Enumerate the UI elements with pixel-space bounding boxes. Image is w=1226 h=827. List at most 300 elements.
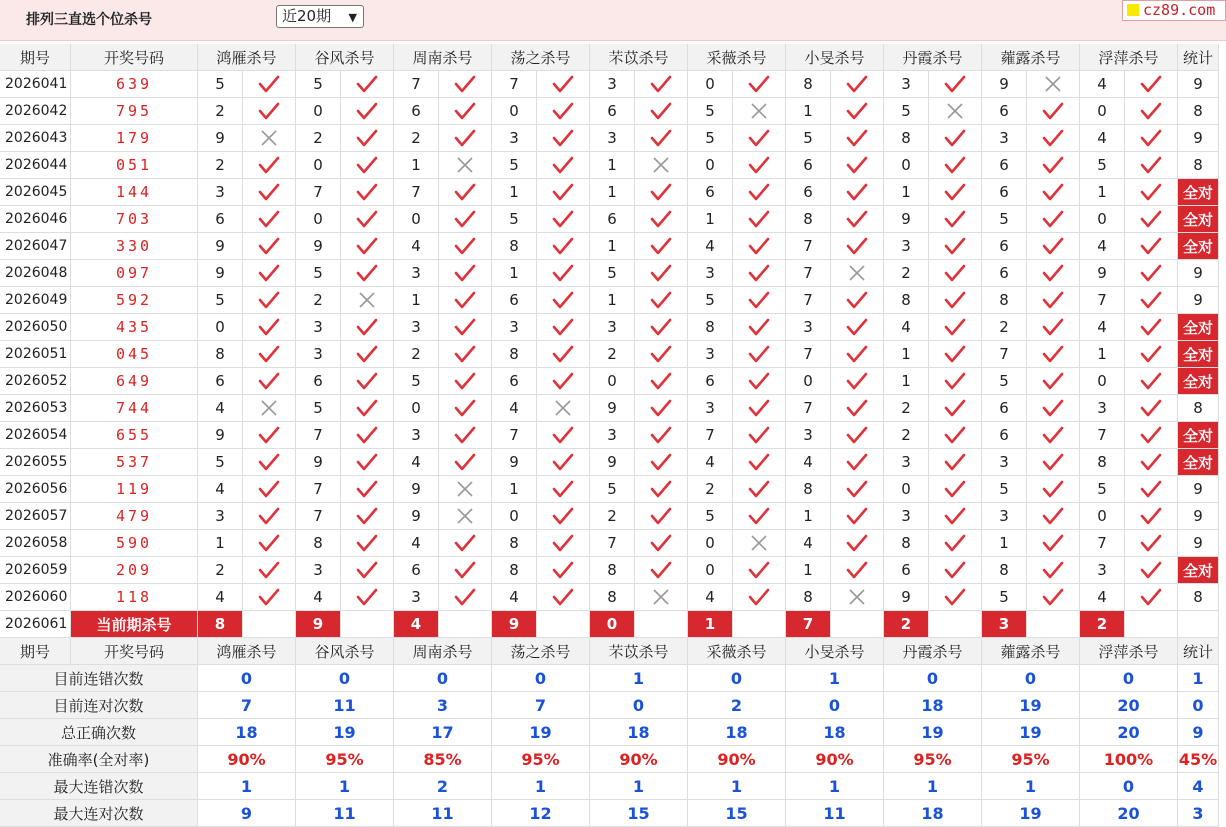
stats-value: 0	[884, 665, 982, 692]
check-icon	[1042, 480, 1064, 498]
check-icon	[846, 399, 868, 417]
kill-number-cell: 5	[688, 503, 733, 530]
result-mark-cell	[439, 260, 492, 287]
result-mark-cell	[341, 98, 394, 125]
check-icon	[846, 507, 868, 525]
result-mark-cell	[439, 557, 492, 584]
history-row	[0, 503, 1219, 530]
check-icon	[356, 345, 378, 363]
correct-count-cell: 9	[1178, 476, 1219, 503]
kill-number-cell: 9	[198, 125, 243, 152]
check-icon	[454, 264, 476, 282]
check-icon	[552, 291, 574, 309]
result-mark-cell	[1125, 260, 1178, 287]
period-cell: 2026060	[0, 584, 71, 611]
check-icon	[552, 561, 574, 579]
check-icon	[650, 534, 672, 552]
kill-number-cell: 0	[1080, 206, 1125, 233]
result-mark-cell	[341, 395, 394, 422]
stats-value: 18	[198, 719, 296, 746]
result-mark-cell	[929, 557, 982, 584]
check-icon	[356, 129, 378, 147]
kill-number-cell: 6	[590, 98, 635, 125]
result-mark-cell	[635, 260, 688, 287]
kill-number-cell: 2	[296, 287, 341, 314]
correct-count-cell: 9	[1178, 260, 1219, 287]
kill-number-cell: 1	[884, 179, 929, 206]
check-icon	[1042, 534, 1064, 552]
check-icon	[258, 210, 280, 228]
column-header: 芣苡杀号	[590, 44, 688, 71]
check-icon	[1140, 264, 1162, 282]
check-icon	[1140, 210, 1162, 228]
check-icon	[258, 453, 280, 471]
column-header: 期号	[0, 44, 71, 71]
check-icon	[552, 345, 574, 363]
period-cell: 2026041	[0, 71, 71, 98]
stats-value: 18	[688, 719, 786, 746]
history-row	[0, 179, 1219, 206]
kill-number-cell: 4	[786, 449, 831, 476]
result-mark-cell	[243, 422, 296, 449]
kill-number-cell: 7	[1080, 422, 1125, 449]
current-kill-label: 当前期杀号	[71, 611, 198, 638]
draw-number-cell: 330	[71, 233, 198, 260]
period-cell: 2026045	[0, 179, 71, 206]
result-mark-cell	[831, 341, 884, 368]
column-header: 谷风杀号	[296, 44, 394, 71]
check-icon	[846, 183, 868, 201]
kill-number-cell: 7	[590, 530, 635, 557]
kill-number-cell: 9	[1080, 260, 1125, 287]
result-mark-cell	[537, 152, 590, 179]
result-mark-cell	[537, 503, 590, 530]
stats-value: 0	[296, 665, 394, 692]
column-header: 统计	[1178, 638, 1219, 665]
result-mark-cell	[831, 98, 884, 125]
check-icon	[748, 291, 770, 309]
result-mark-cell	[929, 287, 982, 314]
stats-value: 15	[688, 800, 786, 827]
check-icon	[748, 480, 770, 498]
period-select[interactable]	[276, 5, 364, 28]
draw-number-cell: 795	[71, 98, 198, 125]
kill-number-cell: 2	[884, 422, 929, 449]
result-mark-cell	[831, 584, 884, 611]
check-icon	[552, 588, 574, 606]
kill-number-cell: 4	[198, 395, 243, 422]
draw-number-cell: 537	[71, 449, 198, 476]
result-mark-cell	[537, 125, 590, 152]
check-icon	[846, 102, 868, 120]
result-mark-cell	[243, 233, 296, 260]
stats-value: 1	[786, 665, 884, 692]
kill-number-cell: 4	[492, 584, 537, 611]
result-mark-cell	[537, 449, 590, 476]
result-mark-cell	[537, 368, 590, 395]
result-mark-cell	[929, 368, 982, 395]
history-row	[0, 314, 1219, 341]
check-icon	[356, 237, 378, 255]
kill-number-cell: 8	[492, 530, 537, 557]
kill-number-cell: 2	[590, 341, 635, 368]
kill-number-cell: 0	[1080, 503, 1125, 530]
check-icon	[944, 183, 966, 201]
check-icon	[650, 75, 672, 93]
check-icon	[1140, 372, 1162, 390]
period-cell: 2026055	[0, 449, 71, 476]
check-icon	[846, 561, 868, 579]
result-mark-cell	[733, 152, 786, 179]
check-icon	[1042, 453, 1064, 471]
result-mark-cell	[341, 503, 394, 530]
check-icon	[454, 183, 476, 201]
stats-value: 4	[1178, 773, 1219, 800]
kill-number-cell: 8	[296, 530, 341, 557]
stats-value: 19	[296, 719, 394, 746]
check-icon	[258, 588, 280, 606]
kill-number-cell: 9	[198, 233, 243, 260]
stats-row	[0, 773, 1219, 800]
draw-number-cell: 179	[71, 125, 198, 152]
kill-number-cell: 6	[590, 206, 635, 233]
result-mark-cell	[929, 125, 982, 152]
kill-number-cell: 8	[492, 233, 537, 260]
kill-number-cell: 0	[884, 152, 929, 179]
draw-number-cell: 649	[71, 368, 198, 395]
stats-value: 20	[1080, 800, 1178, 827]
check-icon	[944, 156, 966, 174]
result-mark-cell	[733, 557, 786, 584]
current-kill-number: 9	[492, 611, 537, 638]
result-mark-cell	[635, 449, 688, 476]
correct-count-cell: 9	[1178, 530, 1219, 557]
stats-value: 15	[590, 800, 688, 827]
kill-number-cell: 4	[688, 449, 733, 476]
check-icon	[748, 75, 770, 93]
kill-number-cell: 8	[786, 206, 831, 233]
kill-number-cell: 0	[296, 152, 341, 179]
check-icon	[944, 561, 966, 579]
result-mark-cell	[243, 503, 296, 530]
result-mark-cell	[1125, 530, 1178, 557]
result-mark-cell	[635, 314, 688, 341]
result-mark-cell	[1125, 368, 1178, 395]
kill-number-cell: 1	[394, 152, 439, 179]
result-mark-cell	[1027, 557, 1080, 584]
check-icon	[650, 318, 672, 336]
check-icon	[650, 507, 672, 525]
current-kill-blank	[1027, 611, 1080, 638]
history-row	[0, 341, 1219, 368]
result-mark-cell	[635, 557, 688, 584]
kill-number-cell: 0	[394, 395, 439, 422]
column-header: 统计	[1178, 44, 1219, 71]
column-header: 开奖号码	[71, 44, 198, 71]
kill-number-cell: 6	[982, 233, 1027, 260]
result-mark-cell	[1027, 287, 1080, 314]
check-icon	[258, 372, 280, 390]
result-mark-cell	[929, 476, 982, 503]
current-kill-blank	[341, 611, 394, 638]
current-kill-blank	[537, 611, 590, 638]
kill-number-cell: 1	[492, 476, 537, 503]
cross-icon	[1044, 75, 1062, 93]
kill-number-cell: 2	[688, 476, 733, 503]
result-mark-cell	[733, 449, 786, 476]
check-icon	[552, 426, 574, 444]
draw-number-cell: 744	[71, 395, 198, 422]
kill-number-cell: 3	[492, 125, 537, 152]
result-mark-cell	[1125, 314, 1178, 341]
kill-number-cell: 3	[884, 71, 929, 98]
correct-count-cell: 9	[1178, 125, 1219, 152]
result-mark-cell	[831, 530, 884, 557]
result-mark-cell	[831, 152, 884, 179]
result-mark-cell	[733, 233, 786, 260]
result-mark-cell	[1125, 395, 1178, 422]
draw-number-cell: 590	[71, 530, 198, 557]
site-logo[interactable]	[1122, 0, 1226, 21]
kill-number-cell: 4	[394, 449, 439, 476]
correct-count-cell: 8	[1178, 152, 1219, 179]
check-icon	[1042, 345, 1064, 363]
check-icon	[356, 399, 378, 417]
kill-number-cell: 3	[590, 422, 635, 449]
check-icon	[258, 237, 280, 255]
result-mark-cell	[243, 395, 296, 422]
kill-number-cell: 3	[198, 503, 243, 530]
stats-value: 1	[492, 773, 590, 800]
check-icon	[1042, 399, 1064, 417]
column-header: 采薇杀号	[688, 638, 786, 665]
correct-count-cell: 9	[1178, 503, 1219, 530]
result-mark-cell	[537, 98, 590, 125]
result-mark-cell	[537, 584, 590, 611]
check-icon	[1140, 561, 1162, 579]
kill-number-cell: 4	[786, 530, 831, 557]
stats-value: 0	[688, 665, 786, 692]
kill-number-cell: 7	[786, 341, 831, 368]
period-cell: 2026042	[0, 98, 71, 125]
check-icon	[258, 102, 280, 120]
kill-number-cell: 8	[1080, 449, 1125, 476]
cross-icon	[652, 156, 670, 174]
result-mark-cell	[439, 206, 492, 233]
check-icon	[356, 480, 378, 498]
result-mark-cell	[733, 530, 786, 557]
check-icon	[944, 426, 966, 444]
result-mark-cell	[635, 530, 688, 557]
check-icon	[748, 426, 770, 444]
check-icon	[1140, 156, 1162, 174]
stats-label: 总正确次数	[0, 719, 198, 746]
history-row	[0, 71, 1219, 98]
stats-value: 2	[394, 773, 492, 800]
stats-value: 11	[296, 800, 394, 827]
cross-icon	[848, 264, 866, 282]
kill-number-cell: 4	[1080, 584, 1125, 611]
check-icon	[944, 291, 966, 309]
result-mark-cell	[537, 395, 590, 422]
result-mark-cell	[341, 152, 394, 179]
current-kill-blank	[929, 611, 982, 638]
kill-number-cell: 1	[884, 368, 929, 395]
kill-number-cell: 9	[982, 71, 1027, 98]
result-mark-cell	[831, 287, 884, 314]
cross-icon	[848, 588, 866, 606]
all-correct-badge: 全对	[1178, 314, 1219, 341]
stats-value: 90%	[198, 746, 296, 773]
kill-number-cell: 6	[394, 98, 439, 125]
kill-number-cell: 4	[884, 314, 929, 341]
history-row	[0, 449, 1219, 476]
check-icon	[944, 264, 966, 282]
kill-number-cell: 9	[884, 206, 929, 233]
kill-number-cell: 9	[198, 422, 243, 449]
kill-number-cell: 3	[296, 557, 341, 584]
stats-label: 最大连对次数	[0, 800, 198, 827]
result-mark-cell	[243, 476, 296, 503]
kill-number-cell: 1	[590, 287, 635, 314]
history-row	[0, 557, 1219, 584]
result-mark-cell	[537, 314, 590, 341]
result-mark-cell	[243, 287, 296, 314]
check-icon	[258, 534, 280, 552]
kill-number-cell: 5	[590, 476, 635, 503]
kill-number-cell: 2	[884, 260, 929, 287]
result-mark-cell	[1125, 503, 1178, 530]
column-header: 蕹露杀号	[982, 638, 1080, 665]
kill-number-cell: 5	[786, 125, 831, 152]
result-mark-cell	[635, 206, 688, 233]
history-row	[0, 395, 1219, 422]
result-mark-cell	[537, 422, 590, 449]
check-icon	[944, 588, 966, 606]
check-icon	[1140, 453, 1162, 471]
result-mark-cell	[1027, 395, 1080, 422]
result-mark-cell	[243, 152, 296, 179]
current-kill-number: 0	[590, 611, 635, 638]
kill-number-cell: 3	[492, 314, 537, 341]
result-mark-cell	[1125, 98, 1178, 125]
check-icon	[1140, 399, 1162, 417]
history-row	[0, 233, 1219, 260]
kill-number-cell: 5	[884, 98, 929, 125]
result-mark-cell	[341, 368, 394, 395]
current-kill-number: 9	[296, 611, 341, 638]
history-row	[0, 206, 1219, 233]
stats-label: 目前连错次数	[0, 665, 198, 692]
kill-number-cell: 5	[198, 71, 243, 98]
result-mark-cell	[537, 71, 590, 98]
result-mark-cell	[635, 125, 688, 152]
result-mark-cell	[439, 179, 492, 206]
kill-number-cell: 0	[688, 557, 733, 584]
check-icon	[1042, 561, 1064, 579]
result-mark-cell	[439, 584, 492, 611]
current-kill-blank	[831, 611, 884, 638]
result-mark-cell	[929, 503, 982, 530]
stats-value: 19	[492, 719, 590, 746]
all-correct-badge: 全对	[1178, 449, 1219, 476]
kill-number-cell: 1	[590, 152, 635, 179]
column-header: 鸿雁杀号	[198, 44, 296, 71]
kill-number-cell: 3	[982, 449, 1027, 476]
check-icon	[846, 291, 868, 309]
result-mark-cell	[733, 179, 786, 206]
result-mark-cell	[733, 584, 786, 611]
column-header: 芣苡杀号	[590, 638, 688, 665]
stats-value: 0	[492, 665, 590, 692]
check-icon	[1140, 129, 1162, 147]
result-mark-cell	[537, 530, 590, 557]
check-icon	[1140, 237, 1162, 255]
check-icon	[1042, 102, 1064, 120]
result-mark-cell	[341, 179, 394, 206]
kill-number-cell: 8	[492, 557, 537, 584]
check-icon	[650, 453, 672, 471]
stats-value: 90%	[590, 746, 688, 773]
check-icon	[650, 345, 672, 363]
result-mark-cell	[243, 449, 296, 476]
kill-number-cell: 9	[296, 449, 341, 476]
header-row	[0, 638, 1219, 665]
draw-number-cell: 144	[71, 179, 198, 206]
kill-number-cell: 6	[296, 368, 341, 395]
kill-number-cell: 1	[1080, 179, 1125, 206]
check-icon	[748, 129, 770, 147]
stats-value: 1	[296, 773, 394, 800]
check-icon	[552, 318, 574, 336]
kill-number-cell: 5	[394, 368, 439, 395]
kill-number-cell: 6	[982, 422, 1027, 449]
result-mark-cell	[733, 125, 786, 152]
check-icon	[552, 453, 574, 471]
kill-number-cell: 9	[296, 233, 341, 260]
check-icon	[552, 507, 574, 525]
check-icon	[748, 507, 770, 525]
result-mark-cell	[831, 314, 884, 341]
stats-value: 1	[688, 773, 786, 800]
draw-number-cell: 639	[71, 71, 198, 98]
stats-value: 19	[982, 719, 1080, 746]
column-header: 采薇杀号	[688, 44, 786, 71]
result-mark-cell	[929, 584, 982, 611]
kill-number-cell: 3	[688, 395, 733, 422]
result-mark-cell	[733, 341, 786, 368]
result-mark-cell	[341, 422, 394, 449]
stats-label: 准确率(全对率)	[0, 746, 198, 773]
check-icon	[650, 399, 672, 417]
result-mark-cell	[537, 260, 590, 287]
result-mark-cell	[1125, 557, 1178, 584]
history-row	[0, 368, 1219, 395]
check-icon	[748, 210, 770, 228]
result-mark-cell	[733, 260, 786, 287]
kill-number-cell: 6	[884, 557, 929, 584]
check-icon	[846, 237, 868, 255]
result-mark-cell	[439, 125, 492, 152]
cross-icon	[260, 129, 278, 147]
stats-value: 20	[1080, 719, 1178, 746]
check-icon	[356, 264, 378, 282]
stats-row	[0, 746, 1219, 773]
result-mark-cell	[341, 71, 394, 98]
check-icon	[552, 156, 574, 174]
result-mark-cell	[439, 287, 492, 314]
kill-number-cell: 8	[982, 557, 1027, 584]
